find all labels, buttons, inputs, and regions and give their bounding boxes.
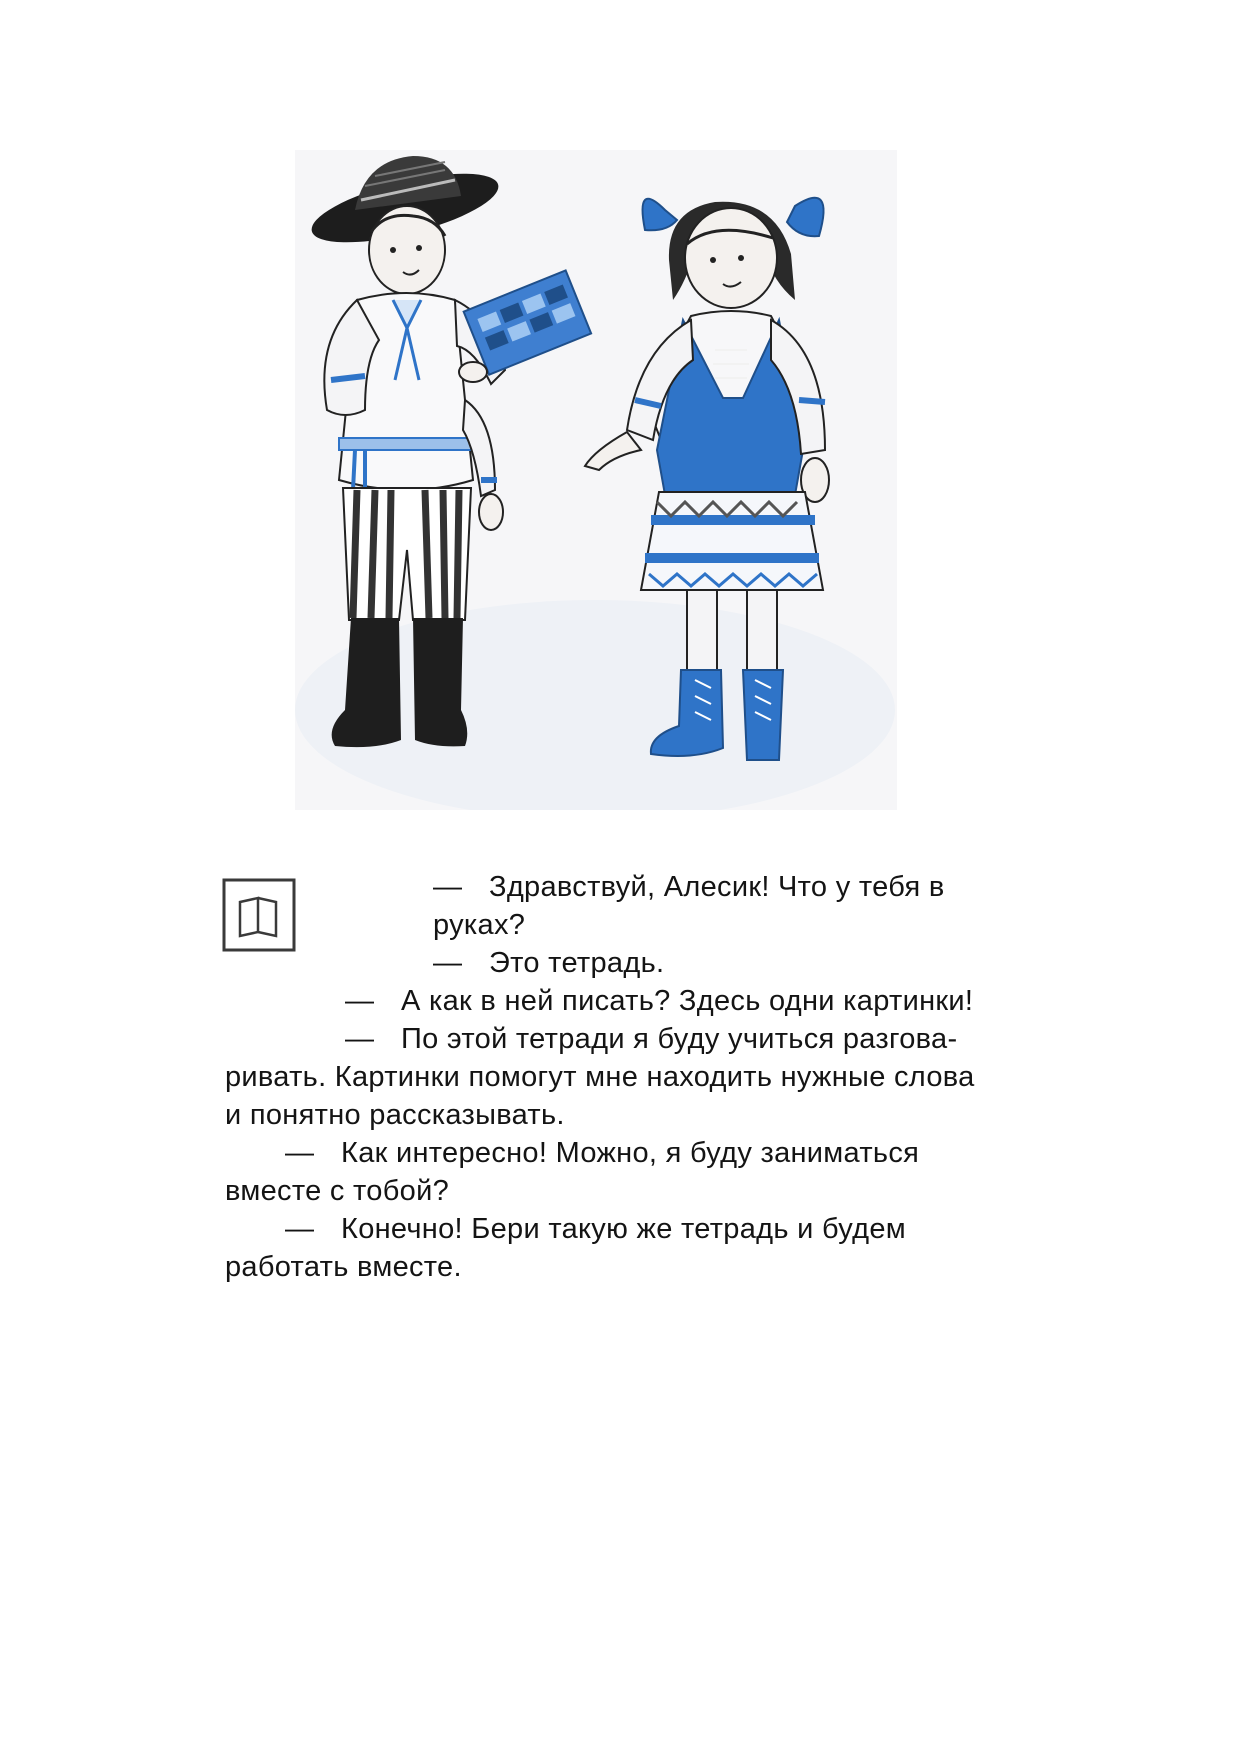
dialogue-line-text: работать вместе. <box>225 1251 462 1283</box>
dialogue-line <box>225 1134 1015 1172</box>
dialogue-line-text: Как интересно! Можно, я буду заниматься <box>341 1137 920 1169</box>
dialogue-line <box>225 1020 1015 1058</box>
dialogue-line-text: Это тетрадь. <box>489 947 665 979</box>
dash: — <box>345 1023 375 1055</box>
illustration-children <box>295 150 897 810</box>
dialogue-line-text: вместе с тобой? <box>225 1175 449 1207</box>
dialogue-line-text: Здравствуй, Алесик! Что у тебя в <box>489 871 945 903</box>
dialogue-line <box>225 868 1015 906</box>
dialogue-line <box>225 906 1015 944</box>
dialogue-line <box>225 1248 1015 1286</box>
dialogue-line-text: Конечно! Бери такую же тетрадь и будем <box>341 1213 907 1245</box>
dash: — <box>433 947 463 979</box>
dash: — <box>345 985 375 1017</box>
dash: — <box>285 1137 315 1169</box>
dialogue-line <box>225 1172 1015 1210</box>
children-illustration-svg <box>295 150 897 810</box>
dialogue-line-text: ривать. Картинки помогут мне находить нужные слова <box>225 1061 975 1093</box>
dialogue-line <box>225 982 1015 1020</box>
dialogue-line <box>225 1058 1015 1096</box>
dash: — <box>433 871 463 903</box>
dialogue-line <box>225 1096 1015 1134</box>
dialogue-line-text: и понятно рассказывать. <box>225 1099 565 1131</box>
dialogue-text <box>225 868 1015 1286</box>
dialogue-line-text: А как в ней писать? Здесь одни картинки! <box>401 985 974 1017</box>
dialogue-line <box>225 1210 1015 1248</box>
dash: — <box>285 1213 315 1245</box>
dialogue-line-text: руках? <box>433 909 526 941</box>
dialogue-line <box>225 944 1015 982</box>
dialogue-line-text: По этой тетради я буду учиться разгова- <box>401 1023 958 1055</box>
